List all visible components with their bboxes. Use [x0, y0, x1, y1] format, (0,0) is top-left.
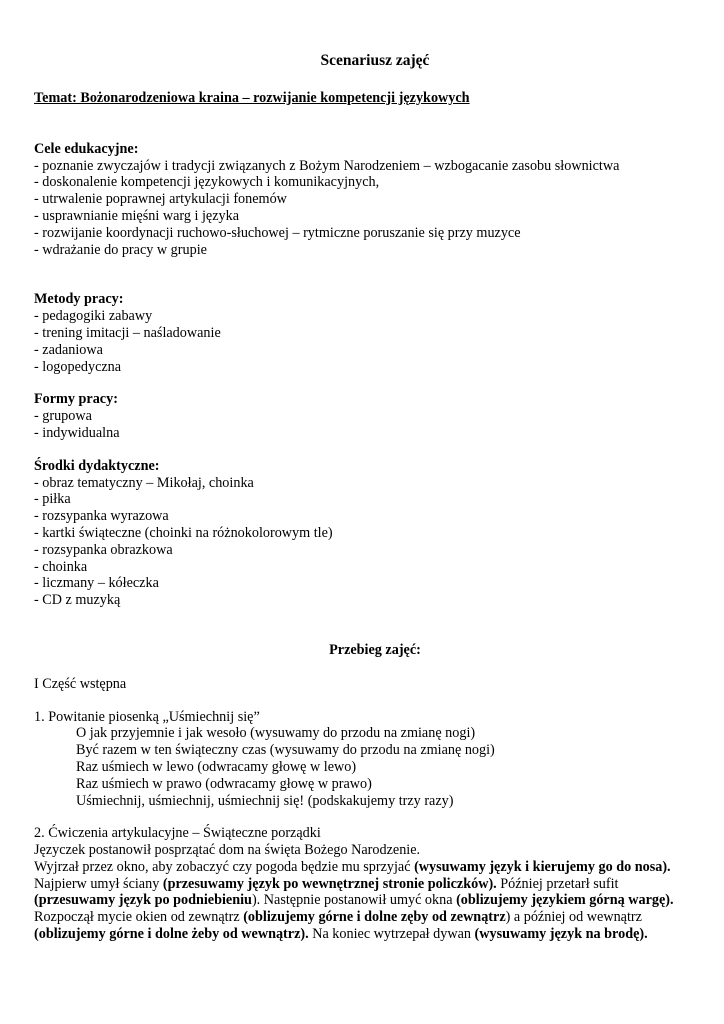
- cele-section: [34, 141, 694, 259]
- list-item: - usprawnianie mięśni warg i języka: [34, 207, 239, 224]
- articulation-intro: Języczek postanowił posprzątać dom na święta Bożego Narodzenie.: [34, 842, 421, 859]
- instruction-bold-text: (wysuwamy język na brodę).: [474, 926, 648, 943]
- srodki-section: [34, 458, 694, 609]
- list-item: - wdrażanie do pracy w grupie: [34, 241, 207, 258]
- articulation-story: [34, 859, 694, 943]
- list-item: - pedagogiki zabawy: [34, 308, 153, 325]
- story-text: Na koniec wytrzepał dywan: [308, 926, 475, 943]
- list-item: - logopedyczna: [34, 358, 122, 375]
- document-page: [34, 52, 694, 943]
- list-item: - grupowa: [34, 408, 92, 425]
- story-text: Wyjrzał przez okno, aby zobaczyć czy pogoda będzie mu sprzyjać: [34, 858, 415, 875]
- instruction-bold-text: (przesuwamy język po podniebieniu: [34, 892, 252, 909]
- srodki-heading: Środki dydaktyczne:: [34, 457, 160, 474]
- song-line: Raz uśmiech w lewo (odwracamy głowę w lewo): [76, 758, 357, 775]
- list-item: - doskonalenie kompetencji językowych i komunikacyjnych,: [34, 174, 380, 191]
- articulation-section: [34, 825, 694, 943]
- list-item: - poznanie zwyczajów i tradycji związanych z Bożym Narodzeniem – wzbogacanie zasobu słownictwa: [34, 157, 620, 174]
- cele-heading: Cele edukacyjne:: [34, 140, 139, 157]
- instruction-bold-text: (wysuwamy język i kierujemy go do nosa).: [414, 858, 671, 875]
- list-item: - zadaniowa: [34, 341, 103, 358]
- story-text: ). Następnie postanowił umyć okna: [251, 892, 457, 909]
- formy-section: [34, 391, 694, 441]
- story-text: Rozpoczął mycie okien od zewnątrz: [34, 909, 244, 926]
- instruction-bold-text: (przesuwamy język po wewnętrznej stronie policzków).: [162, 875, 497, 892]
- list-item: - obraz tematyczny – Mikołaj, choinka: [34, 474, 254, 491]
- instruction-bold-text: (oblizujemy językiem górną wargę).: [456, 892, 674, 909]
- song-line: O jak przyjemnie i jak wesoło (wysuwamy do przodu na zmianę nogi): [76, 725, 476, 742]
- list-item: - indywidualna: [34, 424, 120, 441]
- metody-heading: Metody pracy:: [34, 291, 124, 308]
- song-line: Być razem w ten świąteczny czas (wysuwamy do przodu na zmianę nogi): [76, 742, 495, 759]
- list-item: - utrwalenie poprawnej artykulacji fonemów: [34, 191, 287, 208]
- list-item: - kartki świąteczne (choinki na różnokolorowym tle): [34, 524, 333, 541]
- instruction-bold-text: (oblizujemy górne i dolne zęby od zewnątrz: [243, 909, 506, 926]
- list-item: - trening imitacji – naśladowanie: [34, 324, 221, 341]
- greeting-song-title: 1. Powitanie piosenką „Uśmiechnij się”: [34, 708, 260, 725]
- story-text: Najpierw umył ściany: [34, 875, 163, 892]
- list-item: - piłka: [34, 491, 71, 508]
- story-text: ) a później od wewnątrz: [505, 909, 642, 926]
- part-one-heading: I Część wstępna: [34, 675, 127, 692]
- articulation-title: 2. Ćwiczenia artykulacyjne – Świąteczne porządki: [34, 825, 321, 842]
- instruction-bold-text: (oblizujemy górne i dolne żeby od wewnątrz).: [34, 926, 309, 943]
- greeting-song-section: [34, 709, 694, 810]
- song-line: Uśmiechnij, uśmiechnij, uśmiechnij się! (podskakujemy trzy razy): [76, 792, 454, 809]
- document-title: Scenariusz zajęć: [320, 52, 430, 69]
- story-text: Później przetarł sufit: [496, 875, 619, 892]
- list-item: - rozsypanka obrazkowa: [34, 541, 173, 558]
- song-line: Raz uśmiech w prawo (odwracamy głowę w prawo): [76, 775, 372, 792]
- topic-heading: Temat: Bożonarodzeniowa kraina – rozwijanie kompetencji językowych: [34, 90, 470, 106]
- list-item: - CD z muzyką: [34, 592, 121, 609]
- list-item: - rozwijanie koordynacji ruchowo-słuchowej – rytmiczne poruszanie się przy muzyce: [34, 224, 521, 241]
- formy-heading: Formy pracy:: [34, 391, 118, 408]
- list-item: - choinka: [34, 558, 88, 575]
- list-item: - liczmany – kółeczka: [34, 575, 159, 592]
- list-item: - rozsypanka wyrazowa: [34, 508, 169, 525]
- metody-section: [34, 291, 694, 375]
- przebieg-heading: Przebieg zajęć:: [329, 641, 421, 658]
